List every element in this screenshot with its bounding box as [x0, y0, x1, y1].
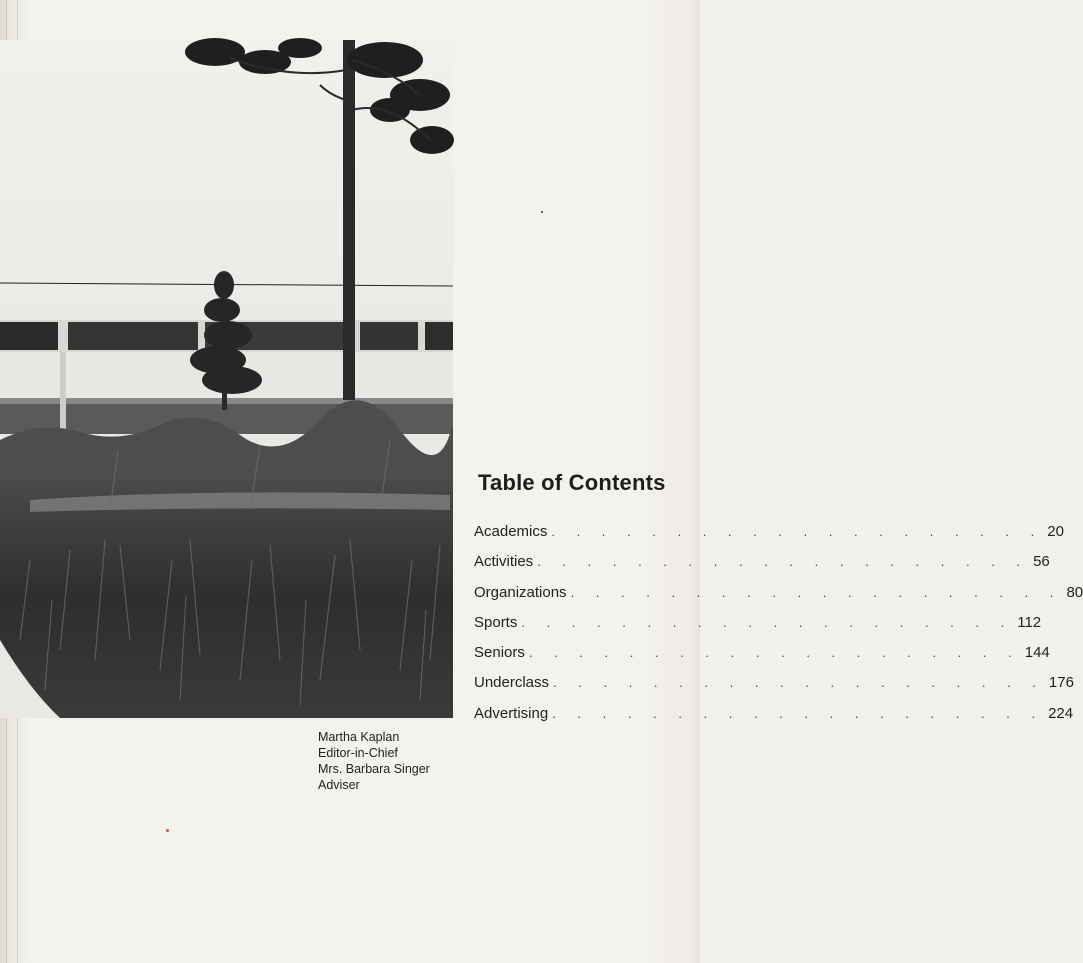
toc-leader-dots: . . . . . . . . . . . . . . . . . . . . — [551, 524, 1044, 539]
print-speck — [166, 829, 169, 832]
staff-credits — [318, 729, 430, 793]
toc-entry-page: 20 — [1047, 523, 1064, 540]
toc-entry-page: 144 — [1024, 644, 1050, 662]
print-speck — [541, 211, 543, 213]
toc-leader-dots: . . . . . . . . . . . . . . . . . . . . — [552, 705, 1045, 721]
toc-entry-label: Underclass — [474, 674, 550, 692]
toc-entry — [474, 553, 1050, 583]
toc-entry — [474, 523, 1064, 553]
toc-entry — [474, 674, 1074, 704]
toc-entry — [474, 583, 1083, 614]
toc-entry-page: 224 — [1048, 704, 1074, 722]
toc-entry-page: 112 — [1017, 613, 1042, 631]
toc-entry-label: Activities — [474, 553, 534, 571]
toc-entry — [474, 704, 1074, 735]
toc-entry-page: 56 — [1033, 553, 1050, 571]
toc-entry-label: Academics — [474, 523, 548, 540]
toc-list — [474, 523, 1083, 735]
adviser-role: Adviser — [318, 778, 360, 792]
editor-name: Martha Kaplan — [318, 730, 400, 744]
toc-leader-dots: . . . . . . . . . . . . . . . . . . . . — [537, 554, 1030, 570]
toc-entry-label: Advertising — [474, 704, 549, 722]
toc-entry-label: Organizations — [474, 583, 567, 601]
toc-leader-dots: . . . . . . . . . . . . . . . . . . . . — [570, 584, 1063, 600]
toc-heading: Table of Contents — [478, 470, 666, 495]
toc-entry-label: Sports — [474, 613, 518, 631]
toc-leader-dots: . . . . . . . . . . . . . . . . . . . . — [521, 614, 1014, 630]
toc-entry-page: 80 — [1066, 583, 1083, 601]
toc-entry-label: Seniors — [474, 644, 525, 662]
toc-entry — [474, 644, 1050, 674]
editor-role: Editor-in-Chief — [318, 746, 398, 760]
campus-photo — [0, 40, 453, 718]
toc-leader-dots: . . . . . . . . . . . . . . . . . . . . — [528, 645, 1021, 661]
toc-entry — [474, 613, 1042, 644]
adviser-name: Mrs. Barbara Singer — [318, 762, 430, 776]
toc-leader-dots: . . . . . . . . . . . . . . . . . . . . — [553, 675, 1045, 691]
toc-entry-page: 176 — [1048, 674, 1074, 692]
